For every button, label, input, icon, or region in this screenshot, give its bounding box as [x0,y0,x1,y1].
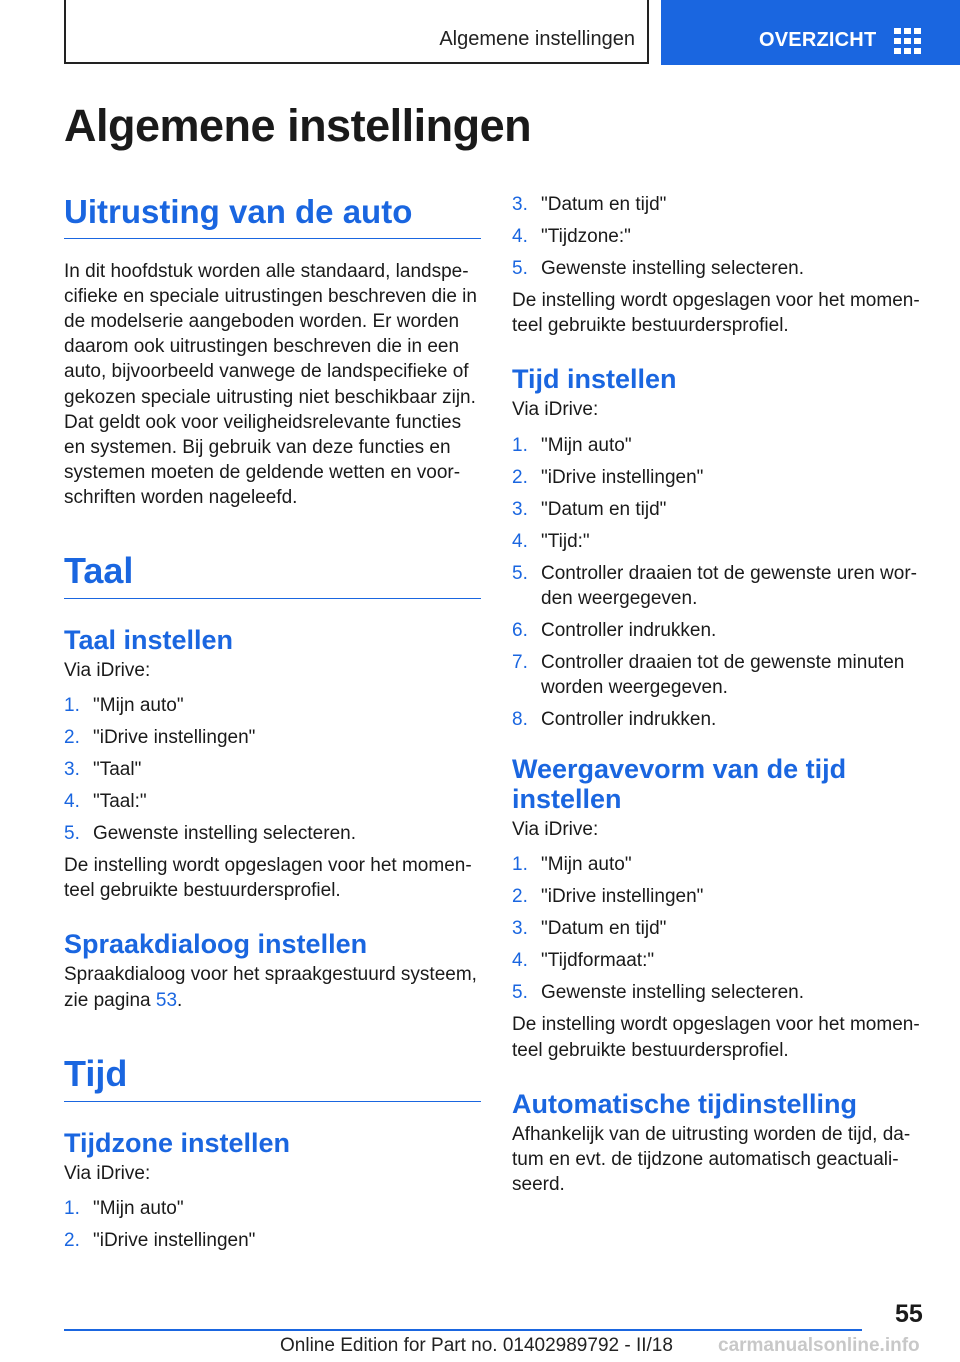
page-title: Algemene instellingen [64,100,532,151]
text-line: De instelling wordt opgeslagen voor het momen‐ [512,290,920,311]
overview-button[interactable] [661,0,960,65]
list-item [64,725,481,750]
step-number: 1. [64,1198,80,1220]
list-item [512,465,930,490]
auto-paragraph [512,1122,930,1198]
list-item [512,618,930,643]
list-item [64,789,481,814]
right-column [512,192,930,1197]
list-item [512,916,930,941]
tijd-steps [512,433,930,733]
step-number: 5. [512,258,528,279]
format-steps [512,852,930,1005]
text-fragment: zie pagina [64,989,156,1011]
list-item [64,821,481,846]
text-line: schriften worden nageleefd. [64,487,298,509]
step-number: 5. [512,982,528,1004]
text-line: cifieke en speciale uitrustingen beschreven die in [64,285,477,307]
text-line: In dit hoofdstuk worden alle standaard, landspe‐ [64,260,469,282]
heading-equipment: Uitrusting van de auto [64,192,481,239]
via-idrive: Via iDrive: [512,399,599,421]
step-text: Controller indrukken. [541,619,717,641]
step-number: 5. [512,562,528,584]
step-number: 3. [512,498,528,520]
step-number: 2. [64,1230,80,1252]
step-text: "Tijdformaat:" [541,950,655,972]
heading-taal-instellen: Taal instellen [64,624,234,655]
text-line: de modelserie aangeboden worden. Er worden [64,311,460,332]
text-fragment: . [177,989,183,1011]
heading-weergavevorm [512,754,930,814]
list-item [512,529,930,554]
format-note [512,1012,930,1062]
text-line: De instelling wordt opgeslagen voor het momen‐ [64,855,472,877]
step-number: 2. [64,727,80,749]
step-text: Controller indrukken. [541,709,717,731]
step-number: 2. [512,886,528,908]
heading-line: instellen [512,784,622,815]
overview-label: OVERZICHT [759,29,877,51]
step-text: "iDrive instellingen" [541,886,704,908]
step-text: "iDrive instellingen" [541,466,704,488]
step-text: "Datum en tijd" [541,498,667,520]
tijdzone-steps-continued [512,192,930,281]
heading-tijdzone: Tijdzone instellen [64,1128,291,1159]
step-text: "Tijdzone:" [541,226,631,247]
step-text: Controller draaien tot de gewenste minuten worden weergegeven. [541,651,905,699]
text-line: Dat geldt ook voor veiligheidsrelevante functies [64,411,462,433]
step-text: "iDrive instellingen" [93,1230,256,1252]
list-item [64,1196,481,1221]
text-line: Afhankelijk van de uitrusting worden de tijd, da‐ [512,1123,911,1145]
watermark: carmanualsonline.info [718,1335,920,1356]
speech-paragraph [64,962,481,1012]
list-item [512,561,930,611]
step-text: "Tijd:" [541,530,590,552]
step-text: Controller draaien tot de gewenste uren wor‐ den weergegeven. [541,562,917,609]
list-item [512,852,930,877]
text-line: Spraakdialoog voor het spraakgestuurd systeem, [64,964,477,986]
text-line: De instelling wordt opgeslagen voor het momen‐ [512,1014,920,1036]
text-line: gekozen speciale uitrusting niet beschikbaar zijn. [64,386,476,408]
equipment-paragraph [64,259,481,511]
step-number: 1. [64,695,80,717]
footer-divider [64,1329,862,1331]
step-text: "Mijn auto" [541,854,632,876]
text-line: seerd. [512,1174,565,1196]
taal-steps [64,693,481,846]
step-text: "Taal" [93,759,142,781]
step-text: "Mijn auto" [541,434,632,456]
list-item [512,884,930,909]
step-number: 7. [512,651,528,673]
step-text: Gewenste instelling selecteren. [541,258,804,279]
heading-tijd-instellen: Tijd instellen [512,364,677,395]
list-item [512,192,930,217]
step-text: "iDrive instellingen" [93,727,256,749]
text-line: teel gebruikte bestuurdersprofiel. [512,1039,789,1061]
text-line: daarom ook uitrustingen beschreven die in een [64,336,460,358]
step-number: 4. [512,530,528,552]
text-line: tum en evt. de tijdzone automatisch geactuali‐ [512,1149,899,1171]
heading-line: Weergavevorm van de tijd [512,754,847,785]
text-line [64,988,481,1013]
grid-icon [894,28,922,54]
step-number: 1. [512,854,528,876]
heading-automatische-tijdinstelling: Automatische tijdinstelling [512,1088,858,1119]
text-line: auto, bijvoorbeeld vanwege de landspecifieke of [64,361,469,383]
step-number: 8. [512,709,528,731]
list-item [64,757,481,782]
list-item [512,224,930,249]
via-idrive: Via iDrive: [512,819,599,841]
step-number: 6. [512,619,528,641]
list-item [512,650,930,700]
step-number: 4. [512,950,528,972]
step-text: "Datum en tijd" [541,194,667,215]
step-number: 3. [512,918,528,940]
step-number: 3. [512,194,528,215]
step-number: 4. [512,226,528,247]
text-line: teel gebruikte bestuurdersprofiel. [512,315,789,337]
step-number: 5. [64,823,80,845]
page-number: 55 [895,1300,923,1328]
list-item [512,707,930,732]
list-item [512,948,930,973]
text-line: en systemen. Bij gebruik van deze functies en [64,437,451,459]
step-number: 2. [512,466,528,488]
tijdzone-steps [64,1196,481,1253]
step-text: "Mijn auto" [93,1198,184,1220]
text-line: teel gebruikte bestuurdersprofiel. [64,880,341,902]
list-item [512,497,930,522]
list-item [64,1228,481,1253]
step-text: Gewenste instelling selecteren. [541,982,804,1004]
text-line: systemen moeten de geldende wetten en voor‐ [64,462,461,484]
zone-note [512,288,930,338]
step-number: 3. [64,759,80,781]
header-section-title: Algemene instellingen [439,28,635,50]
step-text: "Mijn auto" [93,695,184,717]
via-idrive: Via iDrive: [64,659,151,681]
list-item [512,980,930,1005]
heading-tijd: Tijd [64,1052,481,1102]
step-number: 1. [512,434,528,456]
step-text: Gewenste instelling selecteren. [93,823,356,845]
header-section-box [64,0,649,64]
list-item [512,256,930,281]
footer-edition: Online Edition for Part no. 01402989792 - II/18 [280,1335,673,1356]
via-idrive: Via iDrive: [64,1163,151,1185]
heading-spraakdialoog: Spraakdialoog instellen [64,929,368,960]
step-text: "Taal:" [93,791,147,813]
step-text: "Datum en tijd" [541,918,667,940]
page-link[interactable]: 53 [155,989,178,1011]
taal-note [64,853,481,903]
list-item [64,693,481,718]
heading-taal: Taal [64,549,481,599]
list-item [512,433,930,458]
step-number: 4. [64,791,80,813]
left-column [64,192,481,1260]
